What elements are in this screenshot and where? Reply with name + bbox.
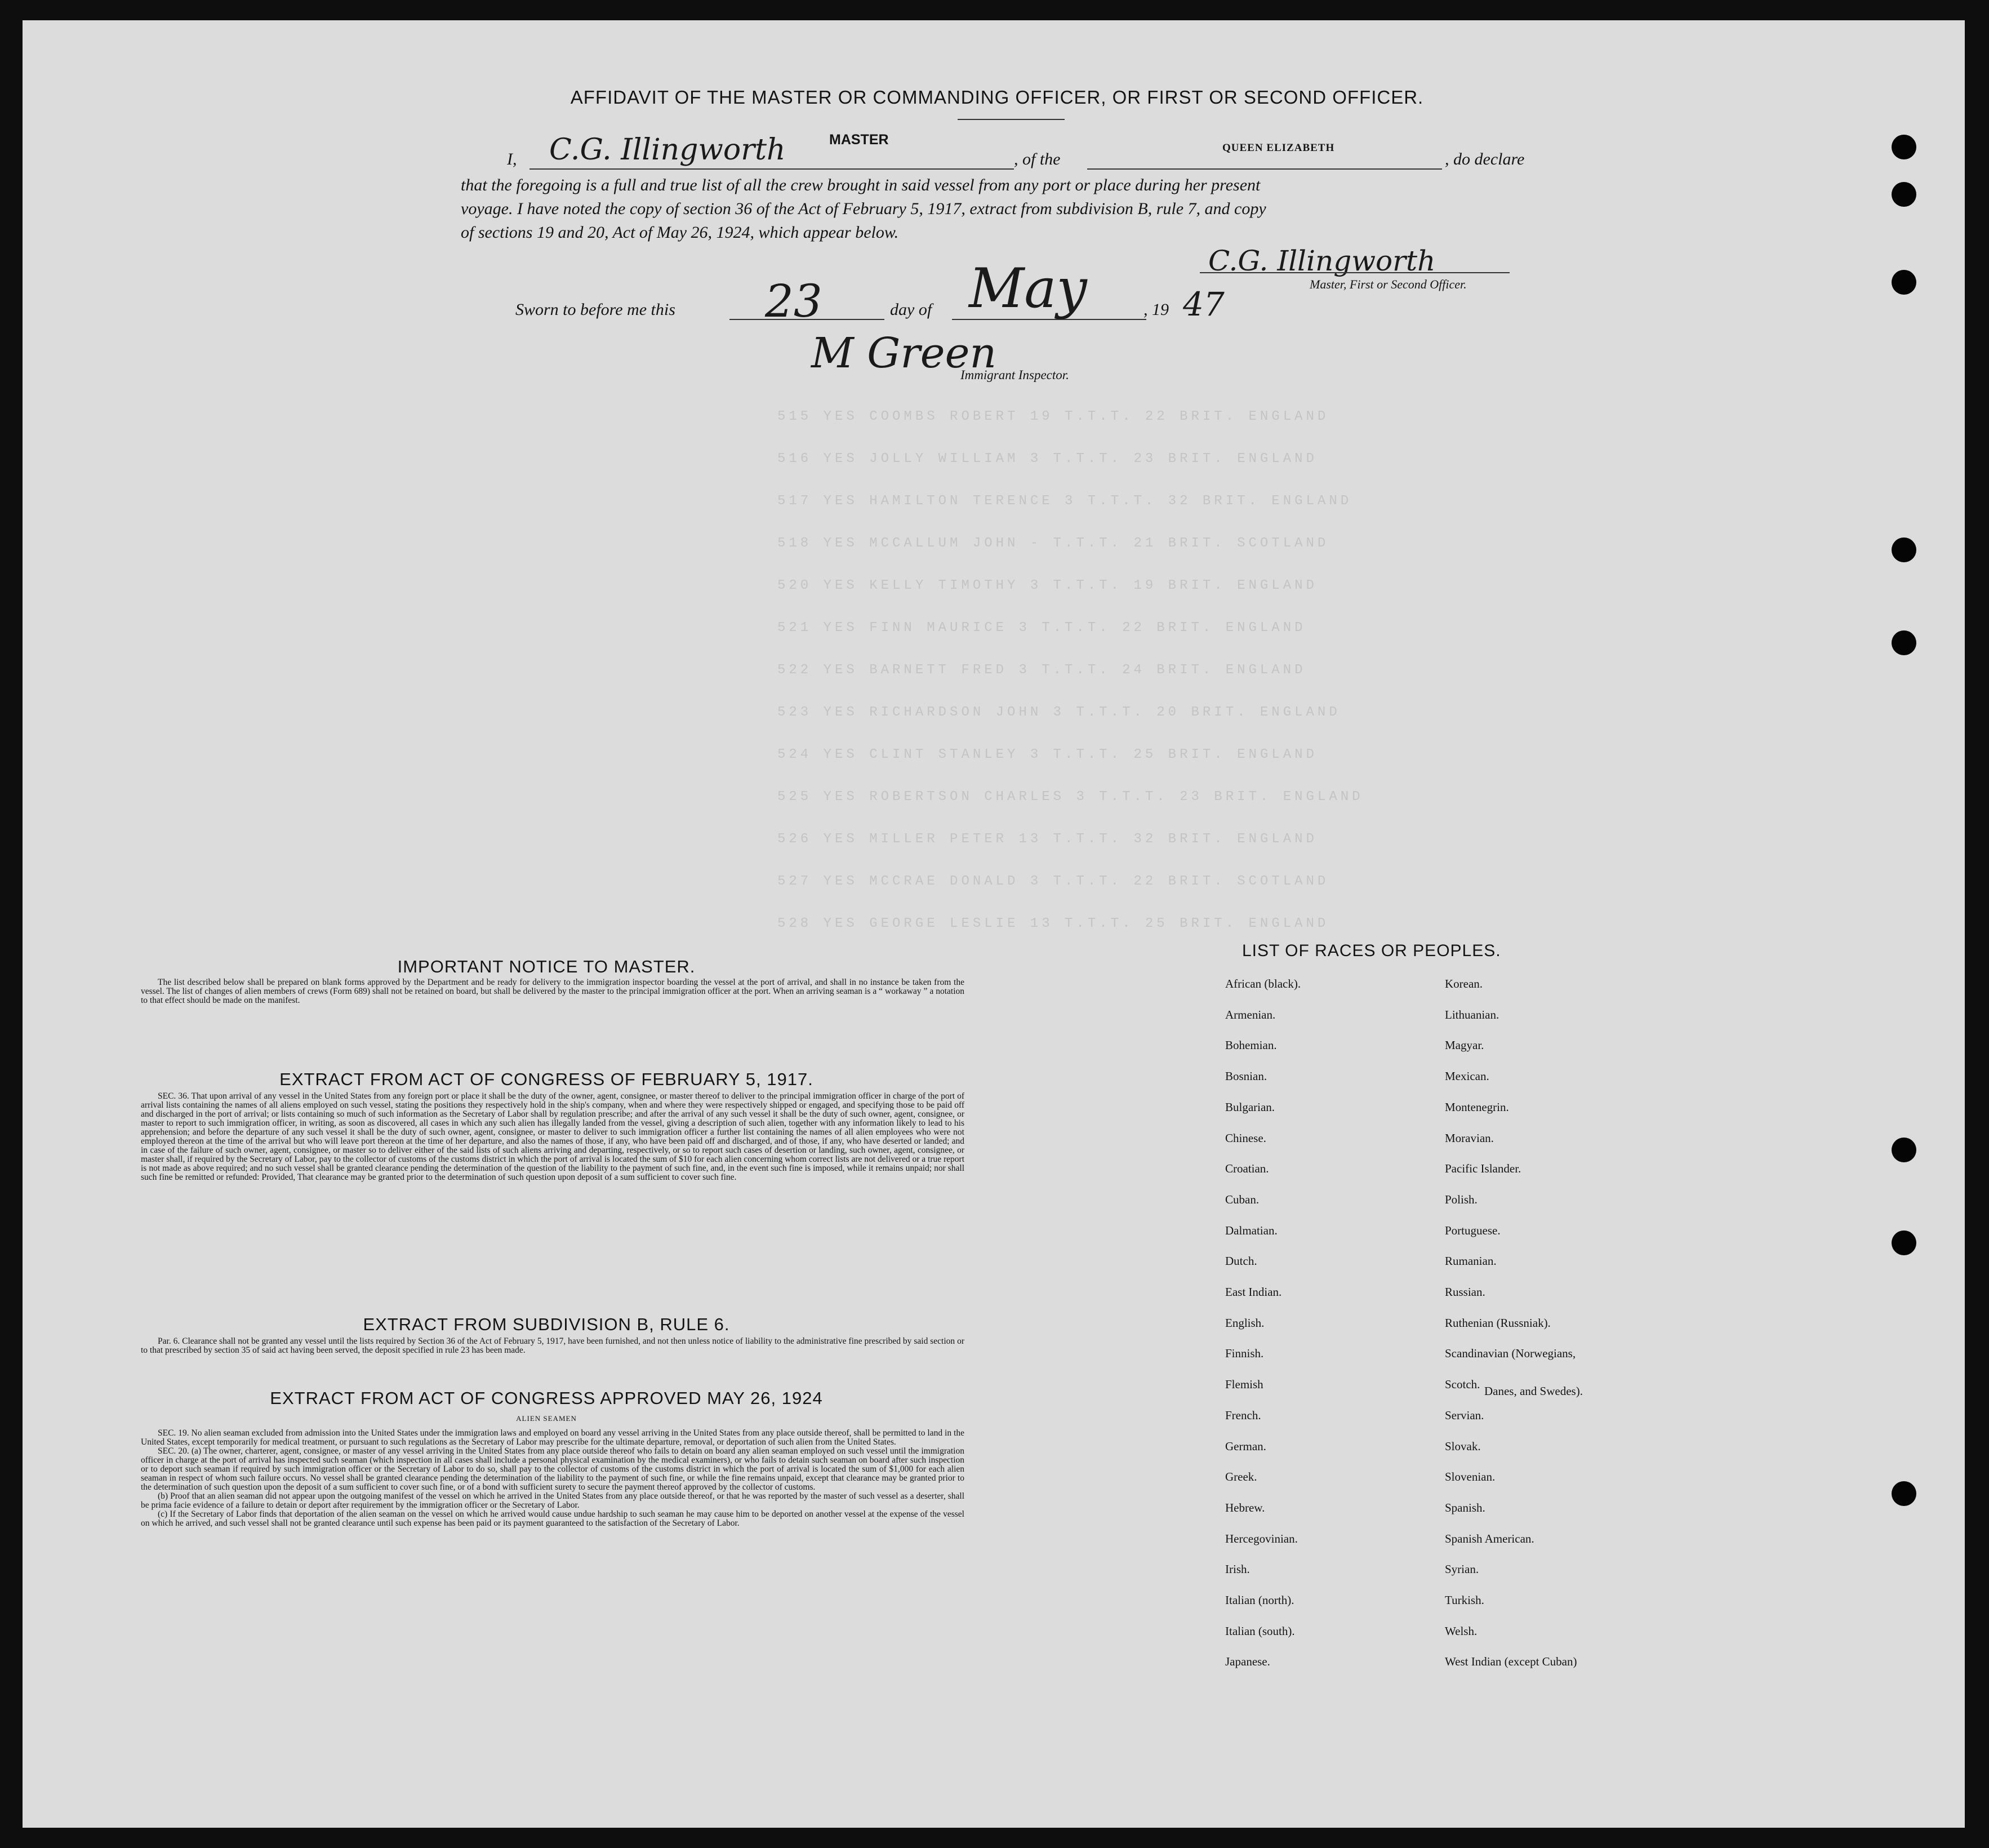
race-item: Welsh. [1445, 1624, 1478, 1638]
race-item: Russian. [1445, 1285, 1485, 1299]
race-item: Syrian. [1445, 1562, 1479, 1576]
document-page: 515 YES COOMBS ROBERT 19 T.T.T. 22 BRIT. ENGLAND 516 YES JOLLY WILLIAM 3 T.T.T. 23 BRIT. ENGLAND 517 YES HAMILTON TERENCE 3 T.T.T. 32 BRIT. ENGLAND 518 YES MCCALLUM JOHN - T.T.T. 21 BRIT. SCOTLAND 520 YES KELLY TIMOTHY 3 T.T.T. 19 BRIT. ENGLAND 521 YES FINN MAURICE 3 T.T.T. 22 BRIT. ENGLAND 522 YES BARNETT FRED 3 T.T.T. 24 BRIT. ENGLAND 523 YES RICHARDSON JOHN 3 T.T.T. 20 BRIT. ENGLAND 524 YES CLINT STANLEY 3 T.T.T. 25 BRIT. ENGLAND 525 YES ROBERTSON CHARLES 3 T.T.T. 23 BRIT. ENGLAND 526 YES MILLER PETER 13 T.T.T. 32 BRIT. ENGLAND 527 YES MCCRAE DONALD 3 T.T.T. 22 BRIT. SCOTLAND 528 YES GEORGE LESLIE 13 T.T.T. 25 BRIT. ENGLAND AFFIDAVIT OF THE MASTER OR COMMANDING OFFICER, OR FIRST OR SECOND OFFICER. I, C.G. Illingworth MASTER , of the QUEEN ELIZABETH , do declare that the foregoing is a full and true list of all the crew brought in said vessel from any port or place during her present voyage. I have noted the copy of section 36 of the Act of February 5, 1917, extract from subdivision B, rule 7, and copy of sections 19 and 20, Act of May 26, 1924, which appear below. C.G. Illingworth Master, First or Second Officer. Sworn to before me this 23 day of May , 19 47 M Green Immigrant Inspector. IMPORTANT NOTICE TO MASTER. The list described below shall be prepared on blank forms approved by the Department and be ready for delivery to the immigration inspector boarding the vessel at the port of arrival, and shall in no instance be taken from the vessel. The list of changes of alien members of crews (Form 689) shall not be retained on board, but shall be delivered by the master to the principal immigration officer at the port. When an arriving seaman is a “ workaway ” a notation to that effect should be made on the manifest. EXTRACT FROM ACT OF CONGRESS OF FEBRUARY 5, 1917. SEC. 36. That upon arrival of any vessel in the United States from any foreign port or place it shall be the duty of the owner, agent, consignee, or master thereof to deliver to the principal immigration officer in charge of the port of arrival lists containing the names of all aliens employed on such vessel, stating the positions they respectively hold in the ship's company, when and where they were respectively shipped or engaged, and specifying those to be paid off and discharged in the port of arrival; or lists containing so much of such information as the Secretary of Labor shall by regulation prescribe; and after the arrival of any such vessel it shall be the duty of such owner, agent, consignee, or master to report to such immigration officer, in writing, as soon as discovered, all cases in which any such alien has illegally landed from the vessel, giving a description of such alien, together with any information likely to lead to his apprehension; and before the departure of any such vessel it shall be the duty of such owner, agent, consignee, or master to deliver to such immigration officer a further list containing the names of all alien employees who were not employed thereon at the time of the arrival but who will leave port thereon at the time of her departure, and also the names of those, if any, who have been paid off and discharged, and of those, if any, who have deserted or landed; and in case of the failure of such owner, agent, consignee, or master so to deliver either of the said lists of such aliens arriving and departing, respectively, or so to report such cases of desertion or landing, such owner, agent, consignee, or master shall, if required by the Secretary of Labor, pay to the collector of customs of the customs district in which the port of arrival is located the sum of $10 for each alien concerning whom correct lists are not delivered or a true report is not made as above required; and no such vessel shall be granted clearance pending the determination of the question of the liability to the payment of such fine, and, in the event such fine is imposed, while it remains unpaid; nor shall such fine be remitted or refunded: Provided, That clearance may be granted prior to the determination of such question upon deposit of a sum sufficient to cover such fine. EXTRACT FROM SUBDIVISION B, RULE 6. Par. 6. Clearance shall not be granted any vessel until the lists required by Section 36 of the Act of February 5, 1917, have been furnished, and not then unless notice of liability to the administrative fine prescribed by said section or to that prescribed by section 35 of said act having been served, the deposit specified in rule 23 has been made. EXTRACT FROM ACT OF CONGRESS APPROVED MAY 26, 1924 ALIEN SEAMEN SEC. 19. No alien seaman excluded from admission into the United States under the immigration laws and employed on board any vessel arriving in the United States from any place outside thereof, shall be permitted to land in the United States, except temporarily for medical treatment, or pursuant to such regulations as the Secretary of Labor may prescribe for the ultimate departure, removal, or deportation of such alien from the United States. SEC. 20. (a) The owner, charterer, agent, consignee, or master of any vessel arriving in the United States from any place outside thereof who fails to detain on board any alien seaman employed on such vessel until the immigration officer in charge at the port of arrival has inspected such seaman (which inspection in all cases shall include a personal physical examination by the medical examiners), or who fails to detain such seaman on board after such inspection or to deport such seaman if required by such immigration officer or the Secretary of Labor to do so, shall pay to the collector of customs of the customs district in which the port of arrival is located the sum of $1,000 for each alien seaman in respect of whom such failure occurs. No vessel shall be granted clearance pending the determination of the liability to the payment of such fine, or while the fine remains unpaid, except that clearance may be granted prior to the determination of such question upon the deposit of a sum sufficient to cover such fine, or of a bond with sufficient surety to secure the payment thereof approved by the collector of customs. (b) Proof that an alien seaman did not appear upon the outgoing manifest of the vessel on which he arrived in the United States from any place outside thereof, or that he was reported by the master of such vessel as a deserter, shall be prima facie evidence of a failure to detain or deport after requirement by the immigration officer or the Secretary of Labor. (c) If the Secretary of Labor finds that deportation of the alien seaman on the vessel on which he arrived would cause undue hardship to such seaman he may cause him to be deported on another vessel at the expense of the vessel on which he arrived, and such vessel shall not be granted clearance until such expense has been paid or its payment guaranteed to the satisfaction of the Secretary of Labor. LIST OF RACES OR PEOPLES. African (black). Armenian. Bohemian. Bosnian. Bulgarian. Chinese. Croatian. Cuban. Dalmatian. Dutch. East Indian. English. Finnish. Flemish French. German. Greek. Hebrew. Hercegovinian. Irish. Italian (north). Italian (south). Japanese. Korean. Lithuanian. Magyar. Mexican. Montenegrin. Moravian. Pacific Islander. Polish. Portuguese. Rumanian. Russian. Ruthenian (Russniak). Scandinavian (Norwegians, Scotch. Servian. Slovak. Slovenian. Spanish. Spanish American. Syrian. Turkish. Welsh. West Indian (except Cuban) Danes, and Swedes). [23, 20, 1965, 1828]
affidavit-line-4: of sections 19 and 20, Act of May 26, 1924, which appear below. [461, 223, 899, 242]
race-item: African (black). [1225, 977, 1301, 990]
race-item: Bulgarian. [1225, 1100, 1275, 1114]
race-item: Slovenian. [1445, 1470, 1496, 1484]
race-item: Hercegovinian. [1225, 1531, 1298, 1545]
binder-hole [1892, 1138, 1916, 1162]
race-item: Portuguese. [1445, 1223, 1501, 1237]
race-scandinavian-continued: Danes, and Swedes). [1484, 1384, 1583, 1398]
day-handwritten: 23 [765, 275, 822, 327]
race-item: Scandinavian (Norwegians, [1445, 1347, 1576, 1361]
race-item: Mexican. [1445, 1069, 1489, 1083]
race-item: Japanese. [1225, 1655, 1270, 1669]
vessel-name: QUEEN ELIZABETH [1222, 142, 1335, 154]
binder-hole [1892, 630, 1916, 655]
race-item: Dutch. [1225, 1254, 1257, 1268]
race-item: Spanish American. [1445, 1531, 1534, 1545]
race-item: German. [1225, 1439, 1266, 1453]
rule-6-title: EXTRACT FROM SUBDIVISION B, RULE 6. [363, 1314, 730, 1334]
affidavit-line-3: voyage. I have noted the copy of section 36 of the Act of February 5, 1917, extract from subdivision B, rule 7, and copy [461, 199, 1266, 218]
sworn-before-text: Sworn to before me this [515, 300, 675, 319]
race-item: Servian. [1445, 1408, 1484, 1422]
race-item: Croatian. [1225, 1162, 1269, 1176]
year-handwritten: 47 [1183, 285, 1225, 323]
race-item: Spanish. [1445, 1500, 1485, 1514]
race-item: Hebrew. [1225, 1500, 1265, 1514]
inspector-signature-handwritten: M Green [811, 329, 997, 377]
race-item: Italian (north). [1225, 1593, 1294, 1607]
signature-line [1200, 272, 1510, 273]
master-signature-handwritten: C.G. Illingworth [1208, 245, 1436, 277]
race-item: East Indian. [1225, 1285, 1282, 1299]
affidavit-line-2: that the foregoing is a full and true list of all the crew brought in said vessel from any port or place during her present [461, 176, 1261, 194]
race-item: West Indian (except Cuban) [1445, 1655, 1577, 1669]
day-of-text: day of [890, 300, 932, 319]
race-item: Lithuanian. [1445, 1007, 1499, 1021]
binder-hole [1892, 537, 1916, 562]
rule-6-text [141, 1337, 964, 1355]
race-item: Scotch. [1445, 1378, 1480, 1392]
notice-title: IMPORTANT NOTICE TO MASTER. [397, 957, 696, 976]
race-item: Armenian. [1225, 1007, 1276, 1021]
signature-label: Master, First or Second Officer. [1310, 277, 1467, 291]
year-printed: , 19 [1143, 300, 1169, 319]
section-20c-paragraph: (c) If the Secretary of Labor finds that deportation of the alien seaman on the vessel on which he arrived would cause undue hardship to such seaman he may cause him to be deported on another vessel at the expense of the vessel on which he arrived, and such vessel shall not be granted clearance until such expense has been paid or its payment guaranteed to the satisfaction of the Secretary of Labor. [141, 1509, 964, 1528]
section-36-paragraph: SEC. 36. That upon arrival of any vessel in the United States from any foreign port or place it shall be the duty of the owner, agent, consignee, or master thereof to deliver to the principal immigration officer in charge of the port of arrival lists containing the names of all aliens employed on such vessel, stating the positions they respectively hold in the ship's company, when and where they were respectively shipped or engaged, and specifying those to be paid off and discharged in the port of arrival; or lists containing so much of such information as the Secretary of Labor shall by regulation prescribe; and after the arrival of any such vessel it shall be the duty of such owner, agent, consignee, or master to report to such immigration officer, in writing, as soon as discovered, all cases in which any such alien has illegally landed from the vessel, giving a description of such alien, together with any information likely to lead to his apprehension; and before the departure of any such vessel it shall be the duty of such owner, agent, consignee, or master to deliver to such immigration officer a further list containing the names of all alien employees who were not employed thereon at the time of the arrival but who will leave port thereon at the time of her departure, and also the names of those, if any, who have been paid off and discharged, and of those, if any, who have deserted or landed; and in case of the failure of such owner, agent, consignee, or master so to deliver either of the said lists of such aliens arriving and departing, respectively, or so to report such cases of desertion or landing, such owner, agent, consignee, or master shall, if required by the Secretary of Labor, pay to the collector of customs of the customs district in which the port of arrival is located the sum of $10 for each alien concerning whom correct lists are not delivered or a true report is not made as above required; and no such vessel shall be granted clearance pending the determination of the question of the liability to the payment of such fine, and, in the event such fine is imposed, while it remains unpaid; nor shall such fine be remitted or refunded: Provided, That clearance may be granted prior to the determination of such question upon deposit of a sum sufficient to cover such fine. [141, 1091, 964, 1182]
inspector-label: Immigrant Inspector. [960, 368, 1069, 382]
binder-hole [1892, 270, 1916, 295]
title-underline [958, 119, 1065, 120]
race-item: Greek. [1225, 1470, 1257, 1484]
affidavit-of-the: , of the [1014, 150, 1061, 168]
extract-1924-text [141, 1429, 964, 1528]
binder-hole [1892, 1481, 1916, 1506]
section-19-paragraph: SEC. 19. No alien seaman excluded from admission into the United States under the immigration laws and employed on board any vessel arriving in the United States from any place outside thereof, shall be permitted to land in the United States, except temporarily for medical treatment, or pursuant to such regulations as the Secretary of Labor may prescribe for the ultimate departure, removal, or deportation of such alien from the United States. [141, 1428, 964, 1447]
race-item: Korean. [1445, 977, 1483, 990]
extract-1917-text [141, 1092, 964, 1182]
race-item: Dalmatian. [1225, 1223, 1278, 1237]
vessel-name-line [1087, 168, 1442, 170]
race-item: Finnish. [1225, 1347, 1264, 1361]
master-label: MASTER [829, 132, 889, 148]
affidavit-i: I, [507, 150, 517, 168]
master-name-handwritten: C.G. Illingworth [549, 133, 786, 167]
race-item: Magyar. [1445, 1038, 1484, 1052]
race-item: Irish. [1225, 1562, 1250, 1576]
race-item: Moravian. [1445, 1131, 1494, 1145]
master-name-line [529, 168, 1014, 170]
race-item: Italian (south). [1225, 1624, 1295, 1638]
race-item: Montenegrin. [1445, 1100, 1509, 1114]
binder-hole [1892, 182, 1916, 207]
race-item: Bohemian. [1225, 1038, 1277, 1052]
section-20b-paragraph: (b) Proof that an alien seaman did not appear upon the outgoing manifest of the vessel on which he arrived in the United States from any place outside thereof, or that he was reported by the master of such vessel as a deserter, shall be prima facie evidence of a failure to detain or deport after requirement by the immigration officer or the Secretary of Labor. [141, 1491, 964, 1510]
race-item: Chinese. [1225, 1131, 1266, 1145]
month-handwritten: May [969, 257, 1087, 320]
race-item: Rumanian. [1445, 1254, 1497, 1268]
affidavit-title: AFFIDAVIT OF THE MASTER OR COMMANDING OFFICER, OR FIRST OR SECOND OFFICER. [570, 87, 1424, 108]
race-item: French. [1225, 1408, 1261, 1422]
notice-text [141, 978, 964, 1005]
alien-seamen-subtitle: ALIEN SEAMEN [516, 1414, 577, 1423]
binder-hole [1892, 1230, 1916, 1255]
race-item: Turkish. [1445, 1593, 1484, 1607]
affidavit-do-declare: , do declare [1445, 150, 1525, 168]
races-title: LIST OF RACES OR PEOPLES. [1242, 941, 1501, 960]
binder-hole [1892, 135, 1916, 159]
rule-6-paragraph: Par. 6. Clearance shall not be granted any vessel until the lists required by Section 36 of the Act of February 5, 1917, have been furnished, and not then unless notice of liability to the administrative fine prescribed by said section or to that prescribed by section 35 of said act having been served, the deposit specified in rule 23 has been made. [141, 1336, 964, 1355]
race-item: English. [1225, 1316, 1265, 1330]
race-item: Cuban. [1225, 1192, 1260, 1206]
race-item: Ruthenian (Russniak). [1445, 1316, 1551, 1330]
extract-1917-title: EXTRACT FROM ACT OF CONGRESS OF FEBRUARY 5, 1917. [279, 1069, 813, 1089]
section-20a-paragraph: SEC. 20. (a) The owner, charterer, agent, consignee, or master of any vessel arriving in the United States from any place outside thereof who fails to detain on board any alien seaman employed on such vessel until the immigration officer in charge at the port of arrival has inspected such seaman (which inspection in all cases shall include a personal physical examination by the medical examiners), or who fails to detain such seaman on board after such inspection or to deport such seaman if required by such immigration officer or the Secretary of Labor to do so, shall pay to the collector of customs of the customs district in which the port of arrival is located the sum of $1,000 for each alien seaman in respect of whom such failure occurs. No vessel shall be granted clearance pending the determination of the liability to the payment of such fine, or while the fine remains unpaid, except that clearance may be granted prior to the determination of such question upon the deposit of a sum sufficient to cover such fine, or of a bond with sufficient surety to secure the payment thereof approved by the collector of customs. [141, 1446, 964, 1492]
notice-paragraph: The list described below shall be prepared on blank forms approved by the Department and be ready for delivery to the immigration inspector boarding the vessel at the port of arrival, and shall in no instance be taken from the vessel. The list of changes of alien members of crews (Form 689) shall not be retained on board, but shall be delivered by the master to the principal immigration officer at the port. When an arriving seaman is a “ workaway ” a notation to that effect should be made on the manifest. [141, 978, 964, 1005]
extract-1924-title: EXTRACT FROM ACT OF CONGRESS APPROVED MAY 26, 1924 [270, 1388, 823, 1408]
race-item: Polish. [1445, 1192, 1478, 1206]
race-item: Flemish [1225, 1378, 1263, 1392]
race-item: Bosnian. [1225, 1069, 1267, 1083]
race-item: Pacific Islander. [1445, 1162, 1521, 1176]
race-item: Slovak. [1445, 1439, 1481, 1453]
